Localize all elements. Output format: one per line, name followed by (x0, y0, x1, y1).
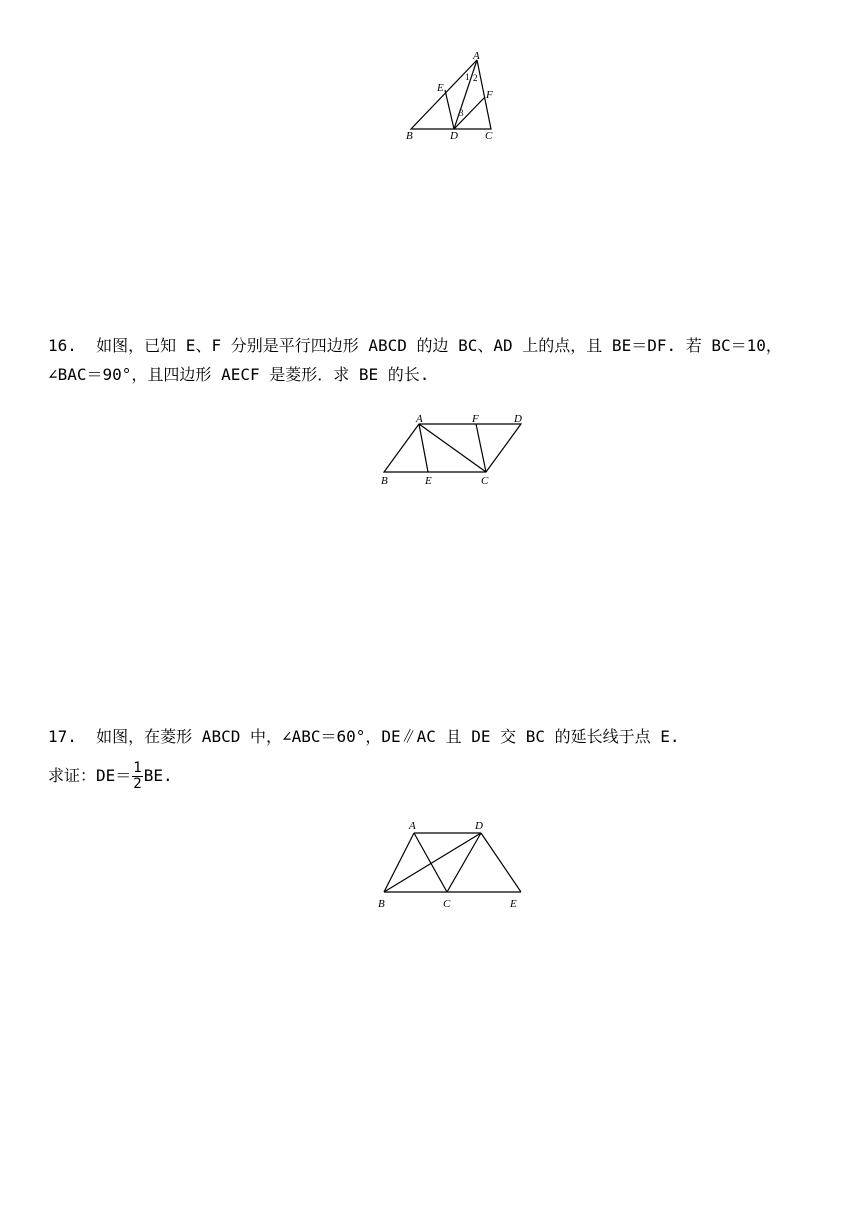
label-point-d: D (475, 820, 483, 832)
label-angle-1: 1 (465, 72, 470, 82)
problem-16-line-2: ∠BAC＝90°，且四边形 AECF 是菱形．求 BE 的长. (48, 365, 430, 384)
label-point-e: E (425, 475, 432, 487)
figure-rhombus-svg (375, 815, 535, 915)
problem-16-number: 16. (48, 336, 77, 355)
fraction-numerator: 1 (133, 760, 142, 776)
label-point-c: C (481, 475, 489, 487)
problem-17 (48, 722, 680, 790)
segment-de (481, 833, 521, 892)
label-point-d: D (514, 413, 522, 425)
label-point-e: E (510, 898, 517, 910)
label-point-a: A (416, 413, 423, 425)
segment-ac (414, 833, 447, 892)
segment-ed (445, 90, 454, 129)
figure-parallelogram-svg (375, 410, 535, 490)
label-point-f: F (486, 89, 493, 101)
problem-16-line-1 (48, 331, 782, 360)
figure-triangle-abc (400, 48, 510, 148)
problem-17-prove-prefix: 求证：DE＝ (48, 766, 132, 785)
label-point-b: B (378, 898, 385, 910)
label-point-a: A (409, 820, 416, 832)
label-point-b: B (381, 475, 388, 487)
problem-17-line-2 (48, 761, 680, 790)
figure-triangle-abc-svg (400, 48, 510, 148)
figure-parallelogram-abcd (375, 410, 535, 490)
label-point-c: C (443, 898, 451, 910)
segment-ac (419, 424, 486, 472)
problem-16-text-1: 如图，已知 E、F 分别是平行四边形 ABCD 的边 BC、AD 上的点，且 BE＝DF. 若 BC＝10， (96, 336, 782, 355)
problem-17-line-1 (48, 722, 680, 751)
problem-17-text-1: 如图，在菱形 ABCD 中，∠ABC＝60°，DE∥AC 且 DE 交 BC 的延长线于点 E. (96, 727, 680, 746)
label-angle-2: 2 (473, 73, 478, 83)
label-point-a: A (473, 50, 480, 62)
problem-17-prove-suffix: BE. (143, 766, 173, 785)
fraction-denominator: 2 (133, 776, 142, 792)
label-angle-3: 3 (459, 108, 464, 118)
segment-fc (476, 424, 486, 472)
segment-ae (419, 424, 428, 472)
label-point-c: C (485, 130, 493, 142)
label-point-e: E (437, 82, 444, 94)
fraction-one-half (132, 761, 142, 792)
label-point-b: B (406, 130, 413, 142)
segment-dc (447, 833, 481, 892)
label-point-d: D (450, 130, 458, 142)
problem-16 (48, 331, 782, 389)
figure-rhombus-abcd (375, 815, 535, 915)
label-point-f: F (472, 413, 479, 425)
segment-ad (454, 60, 477, 129)
problem-17-number: 17. (48, 727, 77, 746)
